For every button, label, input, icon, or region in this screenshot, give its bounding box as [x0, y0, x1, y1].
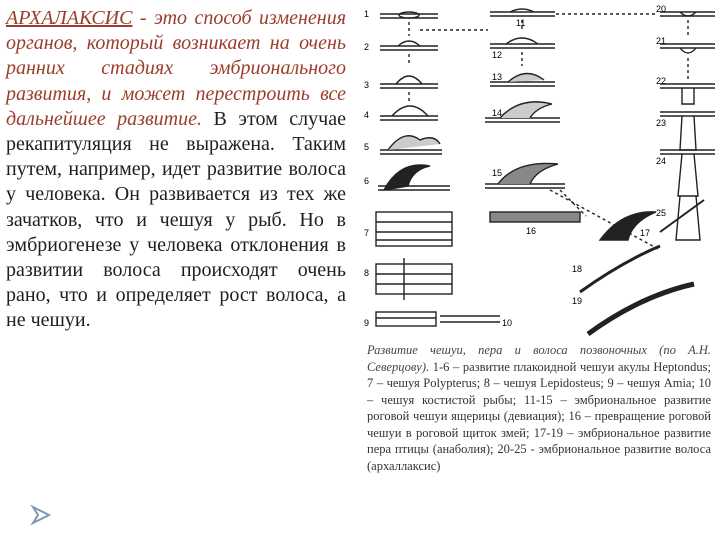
- label-3: 3: [364, 80, 370, 90]
- label-2: 2: [364, 42, 370, 52]
- main-text: [6, 6, 346, 334]
- label-6: 6: [364, 176, 370, 186]
- stage-22: [660, 84, 715, 104]
- stage-3: [380, 76, 438, 88]
- stage-8: [376, 258, 452, 300]
- label-19: 19: [572, 296, 583, 306]
- label-12: 12: [492, 50, 503, 60]
- scale-development-figure: [360, 0, 716, 340]
- stage-18: [580, 246, 660, 292]
- label-8: 8: [364, 268, 370, 278]
- label-11: 11: [516, 18, 526, 28]
- label-10: 10: [502, 318, 513, 328]
- label-23: 23: [656, 118, 667, 128]
- stage-4: [380, 106, 438, 120]
- arrow-right-icon: [30, 504, 52, 526]
- definition-italic: - это способ изменения органов, который возникает на очень ранних стадиях эмбрионального развития, и может перестроить все дальнейшее развитие.: [6, 7, 346, 130]
- label-25: 25: [656, 208, 667, 218]
- stage-25: [660, 196, 704, 240]
- label-13: 13: [492, 72, 503, 82]
- definition-plain: В этом случае рекапитуляция не выражена. Таким путем, например, идет развитие волоса у человека. Он развивается из тех же зачатков, что и чешуя у рыб. Но в эмбриогенезе у человека отклонения в развитии волоса происходят очень рано, что и определяет рост волоса, а не чешуи.: [6, 107, 346, 332]
- stage-11: [490, 9, 555, 16]
- label-22: 22: [656, 76, 667, 86]
- stage-21: [660, 44, 715, 53]
- stage-20: [660, 12, 715, 16]
- stage-5: [380, 136, 442, 154]
- label-17: 17: [640, 228, 651, 238]
- figure-caption: [367, 342, 711, 474]
- stage-12: [490, 38, 555, 48]
- label-15: 15: [492, 168, 503, 178]
- label-1: 1: [364, 9, 370, 19]
- stage-2: [380, 41, 438, 50]
- stage-9: [376, 312, 436, 326]
- label-21: 21: [656, 36, 667, 46]
- stage-6: [378, 165, 450, 190]
- stage-23: [660, 112, 715, 150]
- label-18: 18: [572, 264, 583, 274]
- caption-body: 1-6 – развитие плакоидной чешуи акулы Heptondus; 7 – чешуя Polypterus; 8 – чешуя Lepidosteus; 9 – чешуя Amia; 10 – чешуя костистой рыбы; 11-15 – эмбриональное развитие роговой чешуи ящерицы (девиация); 16 – превращение роговой чешуи в роговой щиток змей; 17-19 – эмбриональное развитие пера птицы (анаболия); 20-25 - эмбриональное развитие волоса (архаллаксис): [367, 359, 711, 473]
- stage-1: [380, 12, 438, 18]
- label-7: 7: [364, 228, 370, 238]
- label-5: 5: [364, 142, 370, 152]
- stage-19: [588, 284, 694, 334]
- stage-10: [440, 316, 500, 322]
- term-archallaxis: АРХАЛАКСИС: [6, 7, 133, 29]
- label-24: 24: [656, 156, 667, 166]
- stage-16: [490, 212, 580, 222]
- stage-7: [376, 212, 452, 246]
- label-9: 9: [364, 318, 370, 328]
- label-14: 14: [492, 108, 503, 118]
- stage-24: [660, 150, 715, 196]
- label-20: 20: [656, 4, 667, 14]
- caption-title: Развитие чешуи, пера и волоса позвоночных (по А.Н. Северцову).: [367, 343, 711, 374]
- label-4: 4: [364, 110, 370, 120]
- label-16: 16: [526, 226, 537, 236]
